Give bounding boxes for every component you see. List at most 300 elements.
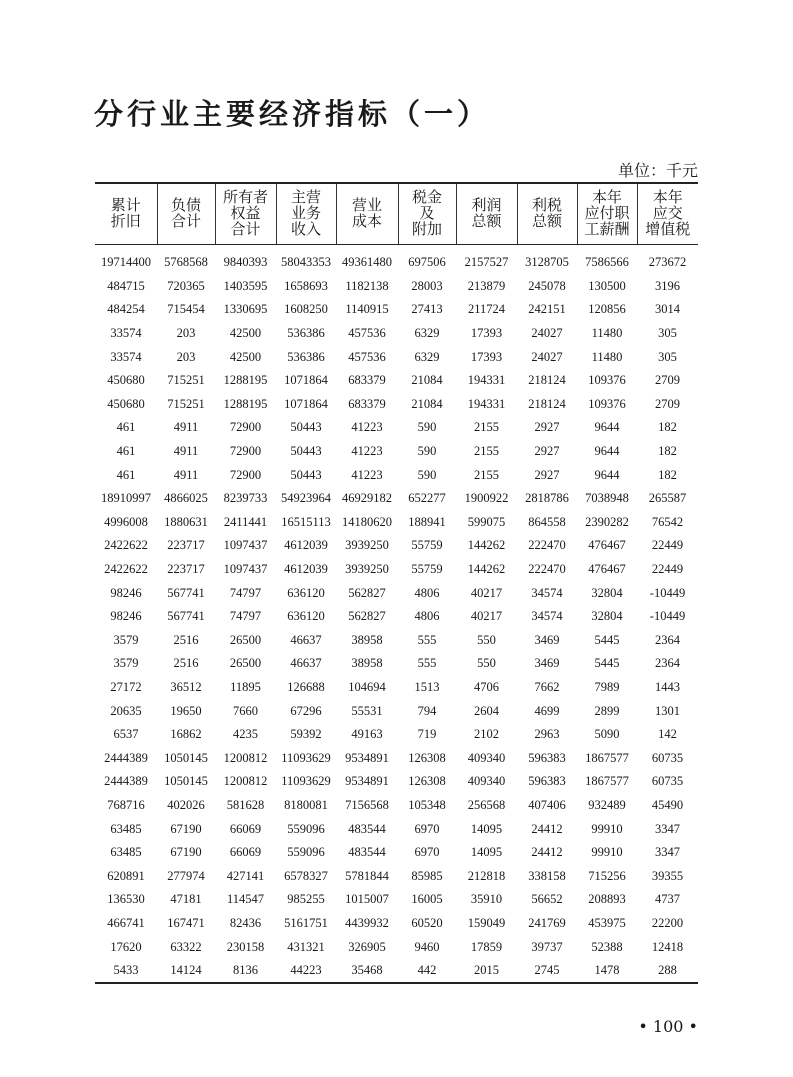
table-cell: 2364 (655, 632, 680, 647)
table-cell: 2709 (655, 373, 680, 388)
table-cell: 2155 (474, 467, 499, 482)
table-cell: 67190 (170, 845, 202, 860)
table-cell: 11480 (591, 326, 623, 341)
table-cell: 596383 (528, 774, 566, 789)
table-cell: 109376 (588, 373, 626, 388)
table-cell: 6329 (414, 349, 440, 364)
table-cell: 3128705 (525, 255, 569, 270)
table-cell: 450680 (107, 396, 145, 411)
table-row (95, 298, 698, 322)
table-cell: 476467 (588, 562, 626, 577)
table-cell: 54923964 (281, 491, 331, 506)
table-cell: 7989 (594, 679, 620, 694)
table-cell: 4612039 (284, 538, 328, 553)
table-cell: 67296 (290, 703, 322, 718)
table-cell: 12418 (651, 939, 684, 954)
table-cell: 63485 (110, 845, 142, 860)
table-cell: 19650 (170, 703, 202, 718)
column-header: 本年 应交 增值税 (637, 183, 698, 245)
table-cell: 864558 (528, 514, 566, 529)
table-cell: 3939250 (345, 562, 389, 577)
table-cell: 2927 (534, 420, 560, 435)
table-cell: 159049 (467, 915, 506, 930)
table-cell: 16515113 (281, 514, 331, 529)
table-cell: 457536 (348, 326, 386, 341)
table-cell: 305 (658, 326, 677, 341)
table-cell: 1050145 (164, 750, 208, 765)
table-cell: 4439932 (345, 915, 389, 930)
table-cell: 11093629 (281, 774, 331, 789)
table-cell: 7586566 (585, 255, 629, 270)
table-cell: 144262 (467, 538, 506, 553)
table-cell: 99910 (591, 845, 623, 860)
table-cell: 44223 (290, 963, 322, 978)
table-cell: 126308 (408, 774, 446, 789)
table-cell: 4806 (414, 609, 440, 624)
table-cell: 39355 (651, 868, 684, 883)
table-cell: 715256 (588, 868, 626, 883)
column-header: 利润 总额 (456, 183, 517, 245)
table-cell: 222470 (528, 562, 566, 577)
table-cell: 46637 (290, 656, 322, 671)
table-cell: 98246 (110, 609, 142, 624)
table-cell: 599075 (467, 514, 506, 529)
table-cell: 130500 (588, 278, 626, 293)
table-cell: 211724 (467, 302, 506, 317)
table-row (95, 245, 698, 275)
table-row (95, 463, 698, 487)
table-cell: 11093629 (281, 750, 331, 765)
table-cell: 256568 (467, 797, 506, 812)
table-cell: 55531 (351, 703, 383, 718)
table-cell: 407406 (528, 797, 566, 812)
table-cell: 9534891 (345, 750, 389, 765)
table-cell: 230158 (226, 939, 265, 954)
table-cell: 431321 (287, 939, 325, 954)
table-cell: 55759 (411, 538, 443, 553)
table-row (95, 935, 698, 959)
table-cell: 50443 (290, 444, 322, 459)
table-cell: 4737 (655, 892, 680, 907)
table-cell: 3469 (534, 632, 560, 647)
table-cell: 24412 (531, 821, 563, 836)
table-row (95, 416, 698, 440)
table-cell: 9644 (594, 420, 620, 435)
table-cell: 1658693 (284, 278, 328, 293)
column-header: 利税 总额 (517, 183, 577, 245)
table-cell: 768716 (107, 797, 145, 812)
table-cell: 27413 (411, 302, 443, 317)
table-cell: 1330695 (223, 302, 268, 317)
table-cell: 120856 (588, 302, 626, 317)
table-cell: 50443 (290, 420, 322, 435)
table-row (95, 841, 698, 865)
table-cell: 3347 (655, 821, 680, 836)
table-cell: 2390282 (585, 514, 629, 529)
table-cell: 273672 (648, 255, 687, 270)
unit-label: 单位：千元 (617, 161, 698, 180)
table-cell: 63485 (110, 821, 142, 836)
table-cell: 559096 (287, 821, 325, 836)
table-cell: 11895 (230, 679, 261, 694)
table-cell: 1288195 (223, 373, 268, 388)
table-cell: 4911 (173, 467, 199, 482)
table-cell: 5445 (594, 656, 620, 671)
table-cell: 453975 (588, 915, 626, 930)
table-cell: 536386 (287, 326, 325, 341)
table-cell: 2155 (474, 444, 499, 459)
table-cell: 5090 (594, 727, 620, 742)
table-cell: 188941 (408, 514, 446, 529)
table-cell: 484715 (107, 278, 145, 293)
table-row (95, 888, 698, 912)
table-cell: 1900922 (464, 491, 509, 506)
table-cell: 50443 (290, 467, 322, 482)
table-cell: 562827 (348, 609, 386, 624)
table-cell: 223717 (167, 538, 205, 553)
table-cell: 409340 (467, 774, 506, 789)
table-cell: 4806 (414, 585, 440, 600)
table-cell: 409340 (467, 750, 506, 765)
table-cell: 66069 (229, 845, 262, 860)
table-cell: 11480 (591, 349, 623, 364)
table-cell: 719 (417, 727, 437, 742)
table-cell: 2444389 (104, 774, 148, 789)
table-cell: 136530 (107, 892, 145, 907)
table-cell: 35910 (470, 892, 503, 907)
table-cell: 7660 (233, 703, 258, 718)
table-cell: 2745 (534, 963, 560, 978)
table-cell: 590 (417, 467, 437, 482)
table-cell: 536386 (287, 349, 325, 364)
table-cell: 5445 (594, 632, 620, 647)
table-cell: 245078 (528, 278, 566, 293)
table-cell: 1301 (655, 703, 680, 718)
table-cell: 22449 (651, 538, 684, 553)
table-cell: 683379 (348, 373, 386, 388)
table-row (95, 605, 698, 629)
table-cell: 33574 (110, 326, 142, 341)
table-row (95, 746, 698, 770)
table-cell: 652277 (408, 491, 446, 506)
table-cell: 3347 (655, 845, 680, 860)
table-cell: 35468 (351, 963, 383, 978)
table-cell: 4706 (474, 679, 499, 694)
table-cell: 34574 (531, 609, 563, 624)
table-cell: 47181 (170, 892, 202, 907)
table-cell: 483544 (348, 845, 386, 860)
table-cell: 2516 (173, 656, 199, 671)
table-cell: 24027 (531, 349, 563, 364)
table-cell: 2364 (655, 656, 680, 671)
table-cell: 450680 (107, 373, 145, 388)
table-cell: 2604 (474, 703, 499, 718)
table-cell: 338158 (528, 868, 566, 883)
table-cell: 2709 (655, 396, 680, 411)
table-cell: 2015 (474, 963, 499, 978)
table-cell: 590 (417, 444, 437, 459)
table-cell: 484254 (107, 302, 145, 317)
table-cell: 2516 (173, 632, 199, 647)
table-cell: 58043353 (281, 255, 331, 270)
table-row (95, 629, 698, 653)
table-row (95, 676, 698, 700)
table-cell: 1867577 (585, 774, 629, 789)
table-cell: 26500 (229, 656, 262, 671)
table-cell: 427141 (226, 868, 265, 883)
table-row (95, 723, 698, 747)
table-cell: 98246 (110, 585, 142, 600)
table-cell: 457536 (348, 349, 386, 364)
table-cell: 14180620 (342, 514, 392, 529)
table-cell: 1071864 (284, 373, 328, 388)
table-cell: 2818786 (525, 491, 569, 506)
table-cell: 67190 (170, 821, 202, 836)
table-cell: 3939250 (345, 538, 389, 553)
table-cell: 60735 (651, 750, 684, 765)
table-cell: 17393 (470, 326, 503, 341)
table-cell: 636120 (287, 609, 325, 624)
table-cell: 715251 (167, 396, 205, 411)
table-cell: 720365 (167, 278, 205, 293)
table-cell: 932489 (588, 797, 626, 812)
table-cell: 46929182 (342, 491, 392, 506)
table-cell: 9644 (594, 444, 620, 459)
table-cell: 8180081 (284, 797, 328, 812)
table-cell: 22200 (651, 915, 684, 930)
table-row (95, 652, 698, 676)
table-cell: 2899 (594, 703, 620, 718)
table-cell: 326905 (348, 939, 386, 954)
table-cell: 182 (658, 420, 677, 435)
table-cell: 8136 (233, 963, 258, 978)
table-cell: 2963 (534, 727, 560, 742)
table-cell: 4235 (233, 727, 258, 742)
table-cell: 203 (176, 326, 196, 341)
table-cell: 2422622 (104, 538, 148, 553)
table-row (95, 959, 698, 984)
table-cell: 36512 (170, 679, 202, 694)
table-cell: 6578327 (284, 868, 328, 883)
table-cell: 24412 (531, 845, 563, 860)
table-cell: 85985 (411, 868, 443, 883)
table-cell: 620891 (107, 868, 145, 883)
table-cell: 567741 (167, 585, 205, 600)
table-cell: 21084 (411, 396, 443, 411)
table-cell: 1880631 (164, 514, 208, 529)
table-cell: 683379 (348, 396, 386, 411)
table-cell: 476467 (588, 538, 626, 553)
table-cell: 41223 (351, 420, 383, 435)
table-cell: 38958 (351, 656, 383, 671)
table-cell: 9534891 (345, 774, 389, 789)
table-cell: 41223 (351, 444, 383, 459)
table-cell: 223717 (167, 562, 205, 577)
table-cell: 715454 (167, 302, 205, 317)
table-cell: 72900 (229, 420, 262, 435)
table-cell: 9840393 (223, 255, 268, 270)
column-header: 累计 折旧 (110, 198, 141, 230)
table-cell: 466741 (107, 915, 145, 930)
table-cell: 74797 (229, 585, 262, 600)
table-cell: 1403595 (223, 278, 268, 293)
table-cell: 3469 (534, 656, 560, 671)
table-cell: 16005 (411, 892, 443, 907)
table-row (95, 369, 698, 393)
table-cell: 26500 (229, 632, 262, 647)
table-cell: 3196 (655, 278, 680, 293)
table-cell: 8239733 (223, 491, 268, 506)
table-cell: 241769 (528, 915, 566, 930)
table-cell: 4866025 (164, 491, 208, 506)
table-cell: 104694 (348, 679, 386, 694)
table-row (95, 534, 698, 558)
table-cell: 22449 (651, 562, 684, 577)
table-body (95, 245, 698, 984)
table-cell: 1015007 (345, 892, 389, 907)
table-cell: 1140915 (345, 302, 389, 317)
table-cell: 213879 (467, 278, 506, 293)
table-cell: 2155 (474, 420, 499, 435)
table-cell: 218124 (528, 396, 566, 411)
table-cell: 28003 (411, 278, 443, 293)
table-cell: 590 (417, 420, 437, 435)
table-row (95, 345, 698, 369)
table-cell: 27172 (110, 679, 142, 694)
table-cell: 66069 (229, 821, 262, 836)
table-cell: 6537 (113, 727, 139, 742)
table-cell: 265587 (648, 491, 687, 506)
table-cell: 9644 (594, 467, 620, 482)
table-cell: -10449 (649, 609, 686, 624)
table-cell: 277974 (167, 868, 205, 883)
table-cell: 218124 (528, 373, 566, 388)
table-cell: 182 (658, 444, 677, 459)
table-cell: 697506 (408, 255, 446, 270)
table-cell: 7662 (534, 679, 560, 694)
table-cell: 167471 (167, 915, 205, 930)
column-header: 本年 应付职 工薪酬 (577, 183, 637, 245)
table-cell: 559096 (287, 845, 325, 860)
table-cell: 9460 (414, 939, 440, 954)
table-cell: 483544 (348, 821, 386, 836)
table-cell: 52388 (591, 939, 623, 954)
table-cell: 39737 (531, 939, 563, 954)
table-cell: 596383 (528, 750, 566, 765)
column-header: 所有者 权益 合计 (215, 183, 276, 245)
table-cell: 1478 (594, 963, 620, 978)
table-cell: 99910 (591, 821, 623, 836)
table-cell: 33574 (110, 349, 142, 364)
table-cell: 16862 (170, 727, 202, 742)
table-cell: 46637 (290, 632, 322, 647)
table-row (95, 322, 698, 346)
table-cell: 555 (417, 656, 437, 671)
table-cell: 550 (477, 656, 496, 671)
table-cell: 1097437 (223, 538, 268, 553)
table-cell: 1608250 (284, 302, 328, 317)
table-cell: 74797 (229, 609, 262, 624)
table-cell: 242151 (528, 302, 566, 317)
table-cell: 2444389 (104, 750, 148, 765)
table-cell: 636120 (287, 585, 325, 600)
table-cell: 38958 (351, 632, 383, 647)
table-cell: 82436 (229, 915, 262, 930)
table-cell: 3579 (113, 656, 139, 671)
table-cell: 1200812 (223, 750, 268, 765)
table-cell: 2157527 (464, 255, 509, 270)
table-cell: 1867577 (585, 750, 629, 765)
table-cell: 20635 (110, 703, 142, 718)
table-row (95, 487, 698, 511)
table-cell: 17859 (470, 939, 503, 954)
table-cell: 42500 (229, 326, 262, 341)
table-cell: 1288195 (223, 396, 268, 411)
table-header-row (95, 183, 698, 245)
table-cell: 715251 (167, 373, 205, 388)
column-header: 营业 成本 (336, 183, 398, 245)
table-cell: 17620 (110, 939, 142, 954)
table-cell: 305 (658, 349, 677, 364)
table-cell: 19714400 (101, 255, 151, 270)
table-cell: 4612039 (284, 562, 328, 577)
table-cell: 288 (658, 963, 677, 978)
table-cell: 14095 (470, 845, 503, 860)
table-cell: 182 (658, 467, 677, 482)
table-cell: 34574 (531, 585, 563, 600)
table-cell: 985255 (287, 892, 325, 907)
table-cell: 21084 (411, 373, 443, 388)
table-cell: 461 (116, 467, 136, 482)
page-title: 分行业主要经济指标（一） (94, 97, 491, 131)
table-cell: 461 (116, 444, 136, 459)
table-row (95, 912, 698, 936)
table-cell: 7156568 (345, 797, 389, 812)
table-cell: 24027 (531, 326, 563, 341)
table-cell: 5781844 (345, 868, 389, 883)
table-cell: 2927 (534, 467, 560, 482)
table-row (95, 511, 698, 535)
table-cell: 76542 (651, 514, 684, 529)
table-cell: 40217 (470, 585, 503, 600)
table-cell: 6970 (414, 821, 440, 836)
table-cell: 4911 (173, 420, 199, 435)
table-cell: 794 (417, 703, 437, 718)
table-cell: 1071864 (284, 396, 328, 411)
table-row (95, 794, 698, 818)
column-header: 税金 及 附加 (398, 183, 456, 245)
table-cell: 194331 (467, 373, 506, 388)
table-cell: 2422622 (104, 562, 148, 577)
economic-indicators-table (95, 182, 698, 984)
table-cell: 3579 (113, 632, 139, 647)
table-cell: 1050145 (164, 774, 208, 789)
table-cell: 402026 (167, 797, 205, 812)
table-cell: 45490 (651, 797, 684, 812)
table-cell: 4911 (173, 444, 199, 459)
table-cell: 1182138 (345, 278, 389, 293)
table-cell: 109376 (588, 396, 626, 411)
column-header: 负债 合计 (157, 183, 215, 245)
table-cell: 126308 (408, 750, 446, 765)
table-cell: 114547 (226, 892, 265, 907)
table-cell: 55759 (411, 562, 443, 577)
table-cell: 2927 (534, 444, 560, 459)
table-cell: 17393 (470, 349, 503, 364)
table-cell: -10449 (649, 585, 686, 600)
table-cell: 581628 (226, 797, 265, 812)
table-cell: 4699 (534, 703, 560, 718)
